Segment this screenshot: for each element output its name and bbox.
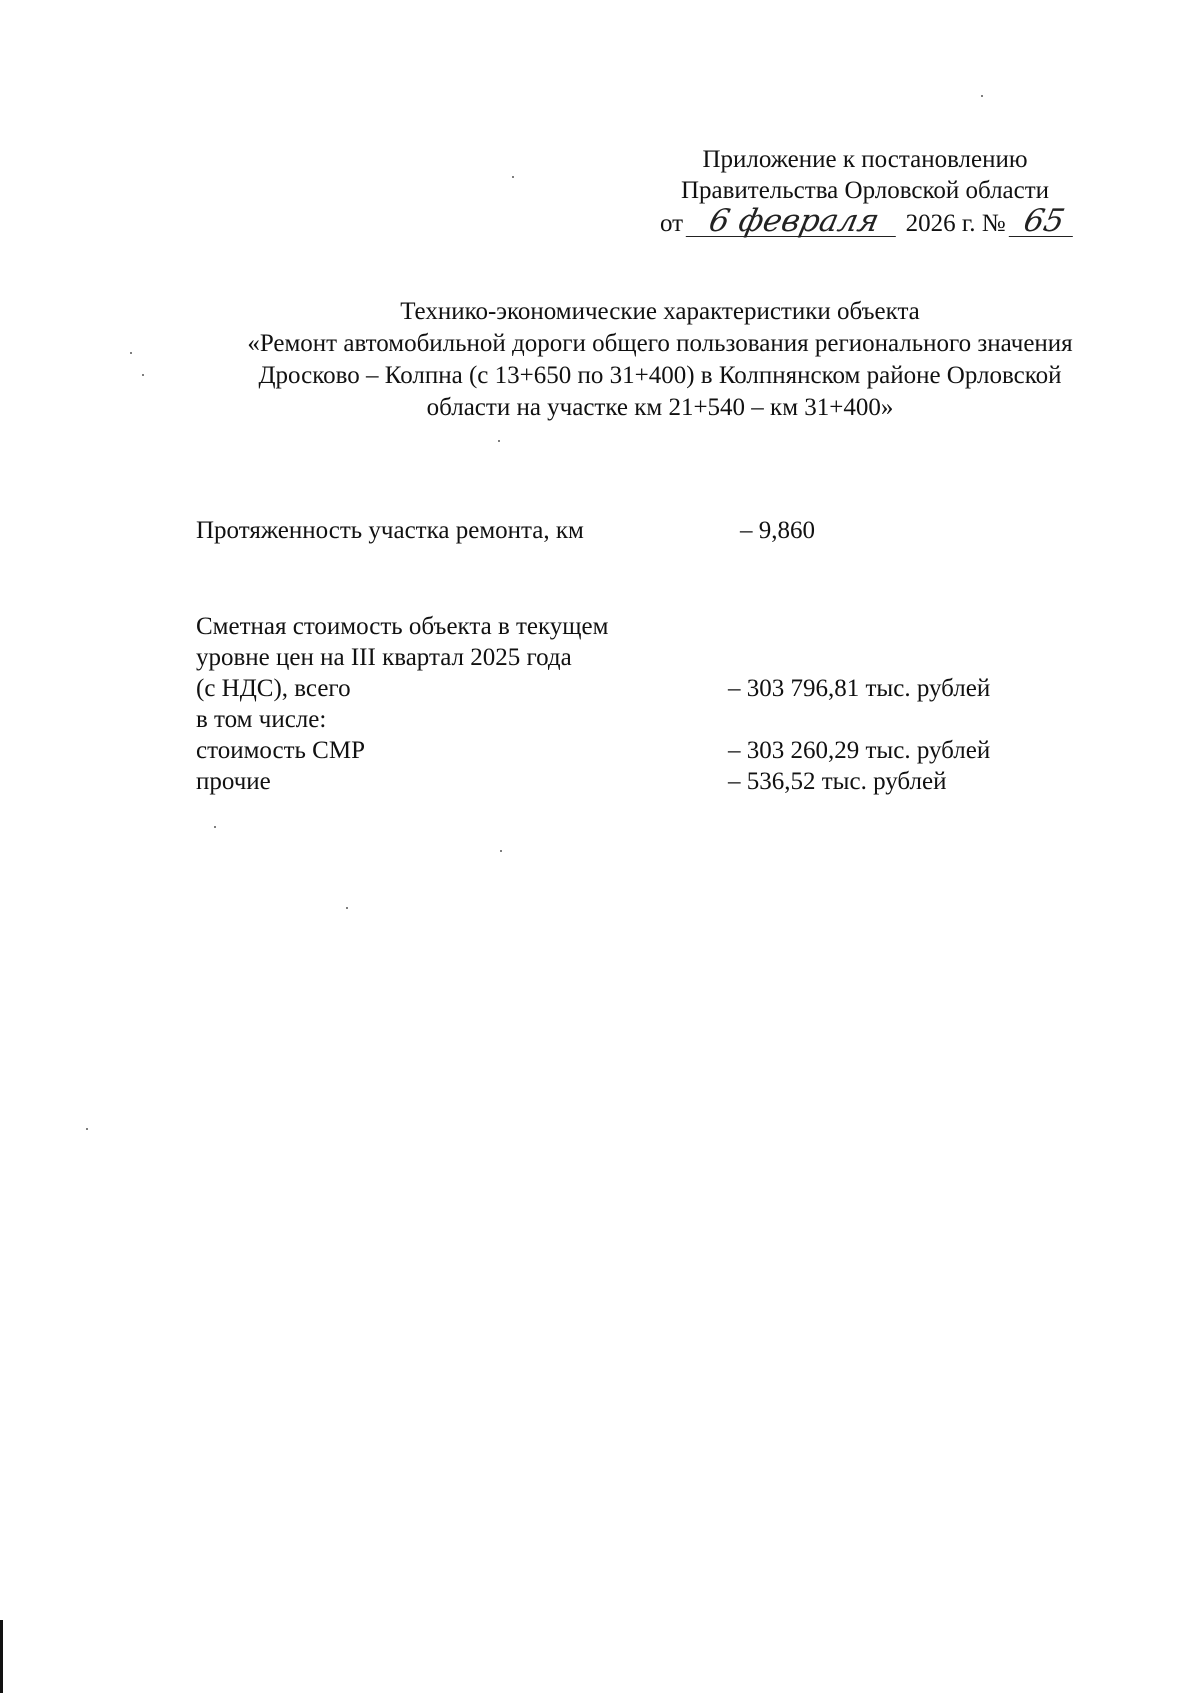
scan-speck (346, 907, 348, 909)
title-line-1: Технико-экономические характеристики объекта (400, 298, 920, 325)
appendix-line-1: Приложение к постановлению (702, 146, 1028, 173)
scan-speck (214, 826, 216, 828)
year-and-number-label: 2026 г. № (905, 210, 1006, 237)
scan-speck (86, 1128, 88, 1130)
title-line-3: Дросково – Колпна (с 13+650 по 31+400) в Колпнянском районе Орловской (258, 362, 1062, 389)
cost-label-line-3: (с НДС), всего (196, 675, 351, 702)
smr-label: стоимость СМР (196, 737, 365, 764)
scan-speck (512, 176, 514, 178)
title-line-4: области на участке км 21+540 – км 31+400» (426, 394, 894, 421)
appendix-reference (640, 144, 1090, 239)
title-line-2: «Ремонт автомобильной дороги общего пользования регионального значения (247, 330, 1073, 357)
length-label: Протяженность участка ремонта, км (196, 517, 584, 544)
scan-edge-mark (0, 1620, 3, 1693)
scan-speck (981, 95, 983, 97)
cost-label-line-2: уровне цен на III квартал 2025 года (196, 644, 572, 671)
scan-speck (142, 374, 144, 376)
scan-speck (130, 352, 132, 354)
other-label: прочие (196, 768, 271, 795)
handwritten-date: 6 февраля (686, 206, 903, 237)
date-prefix: от (660, 210, 684, 237)
other-value: – 536,52 тыс. рублей (728, 768, 947, 795)
document-title (160, 296, 1160, 424)
scan-speck (498, 440, 500, 442)
cost-total-value: – 303 796,81 тыс. рублей (728, 675, 991, 702)
cost-label-line-1: Сметная стоимость объекта в текущем (196, 613, 609, 640)
smr-value: – 303 260,29 тыс. рублей (728, 737, 991, 764)
appendix-line-2: Правительства Орловской области (680, 177, 1050, 204)
appendix-date-line (640, 203, 1090, 239)
including-label: в том числе: (196, 706, 327, 733)
handwritten-number: 65 (1009, 206, 1080, 237)
scan-speck (500, 850, 502, 852)
length-value: – 9,860 (740, 517, 815, 544)
